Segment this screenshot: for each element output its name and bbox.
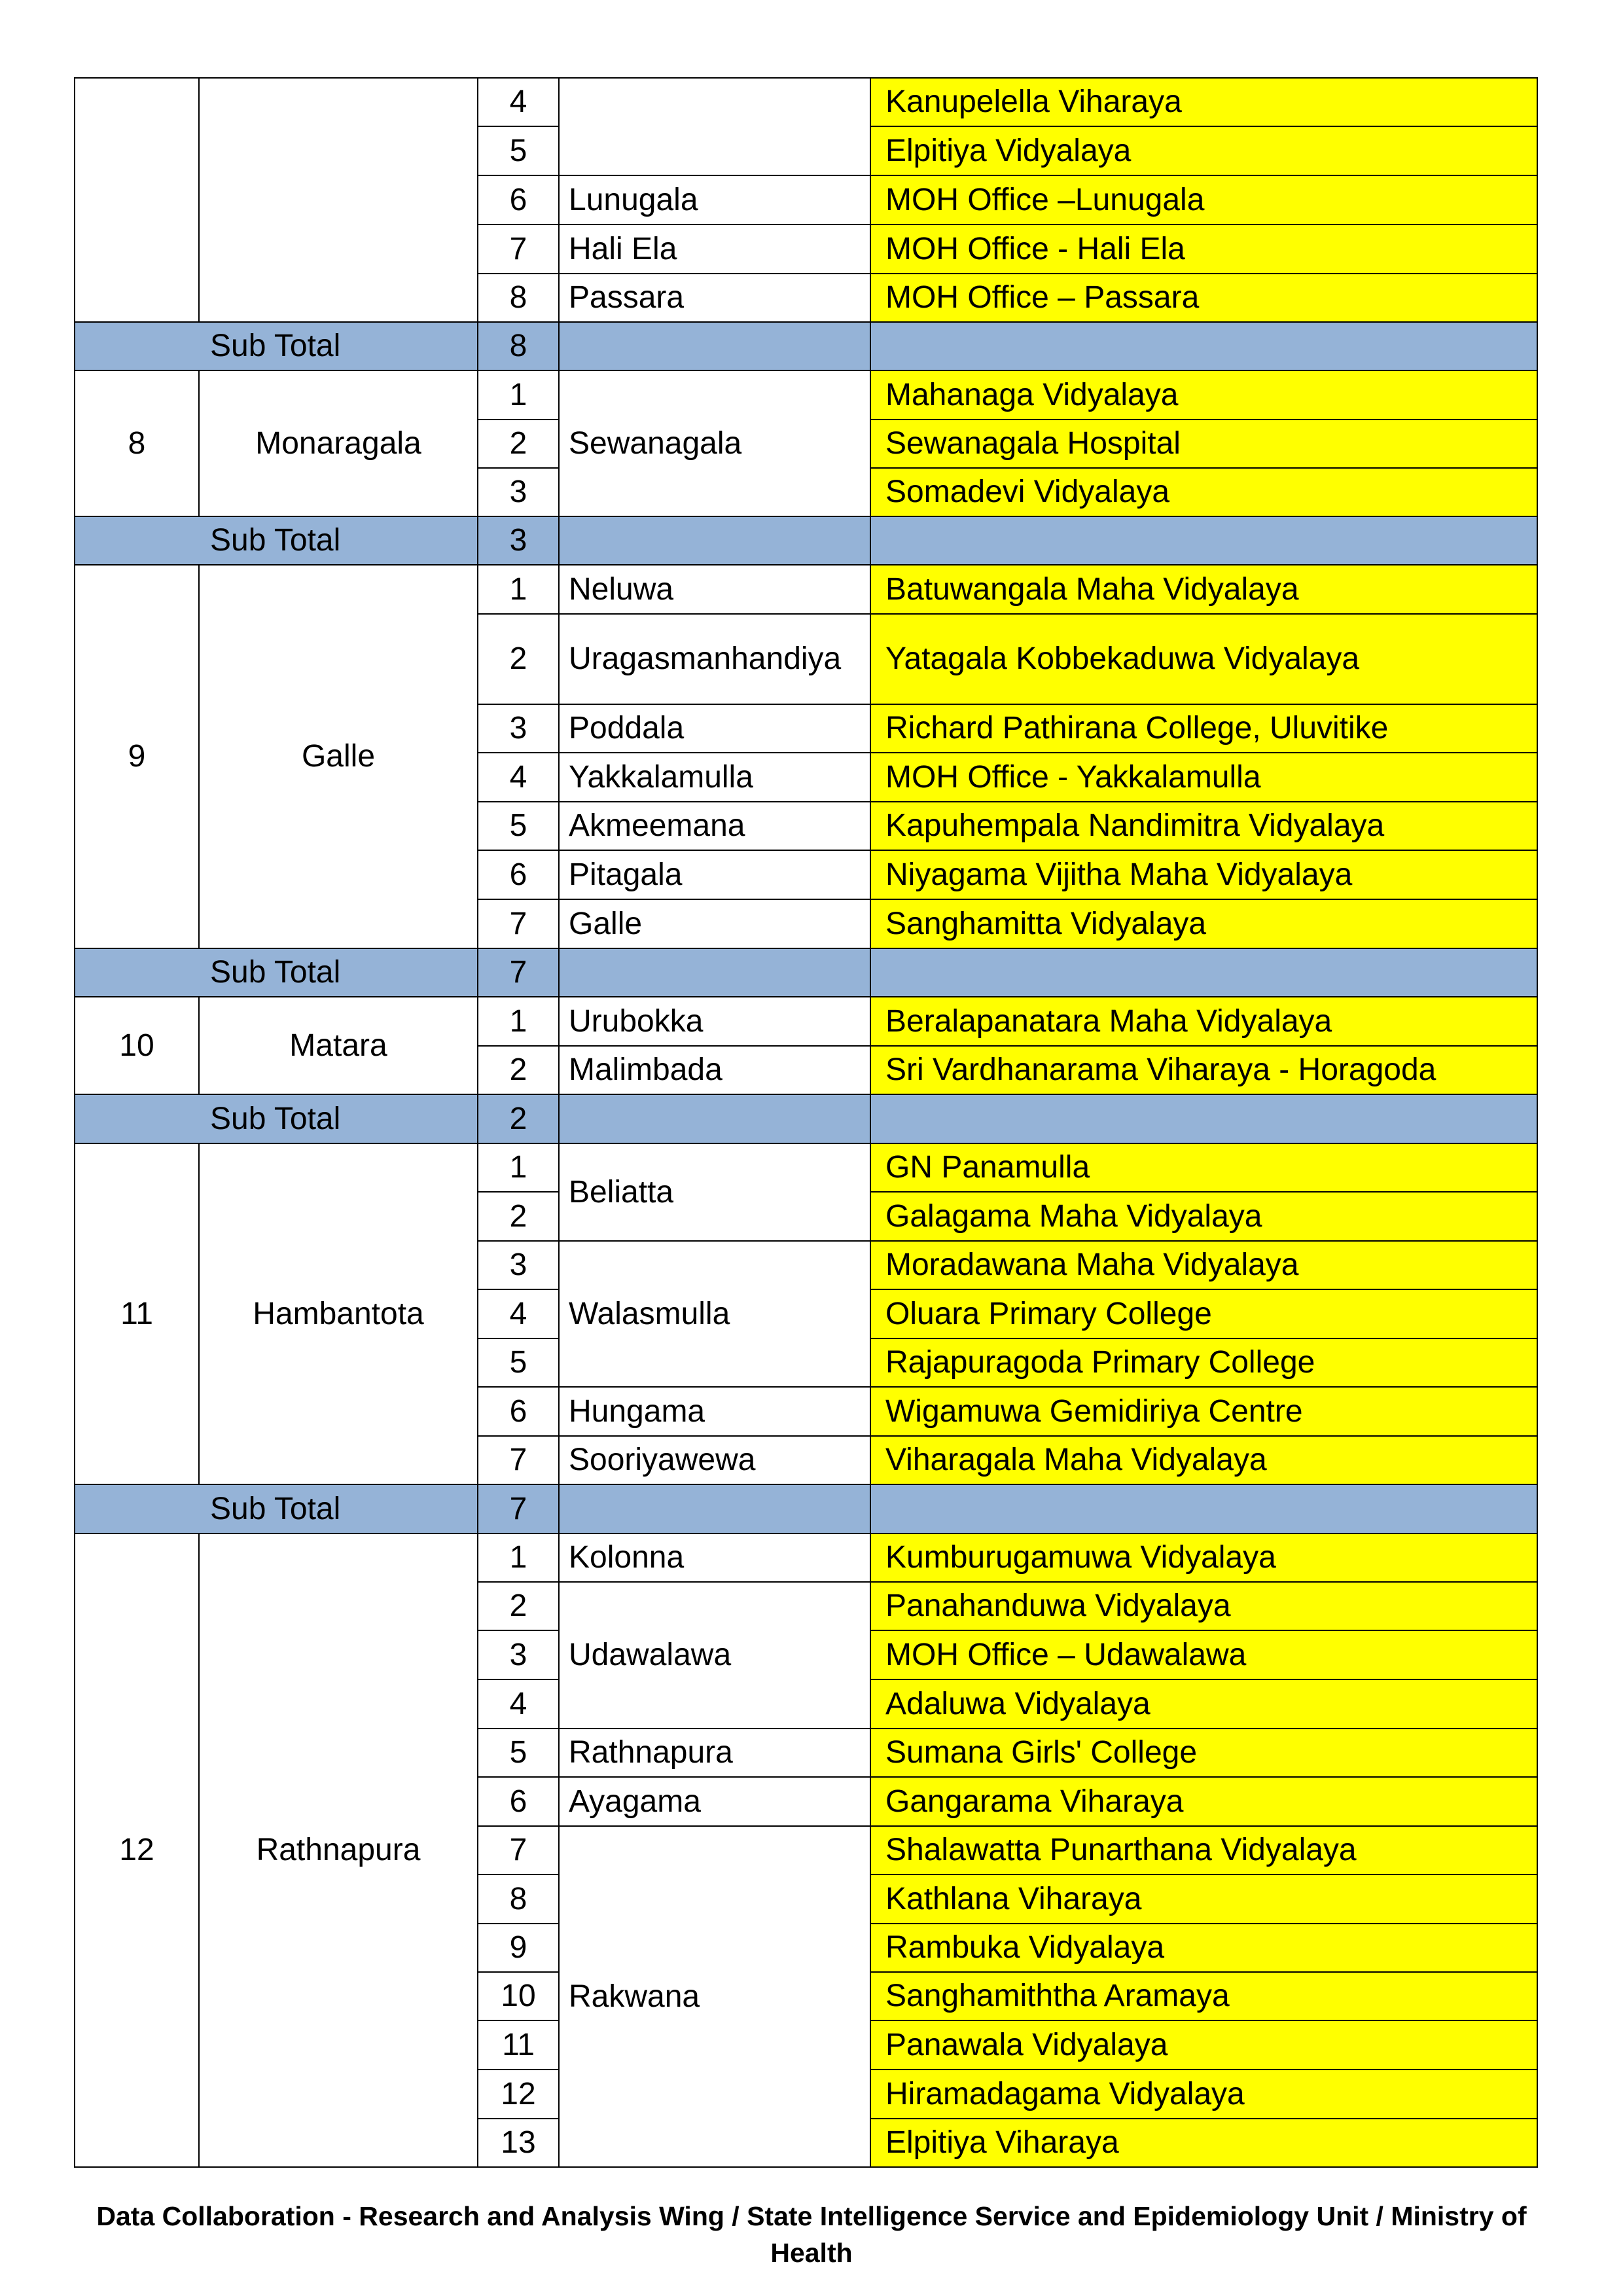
location-cell: Somadevi Vidyalaya <box>870 468 1537 516</box>
moh-area-cell: Passara <box>559 274 870 322</box>
index-cell: 1 <box>478 1143 559 1192</box>
index-cell: 4 <box>478 1289 559 1338</box>
location-cell: Viharagala Maha Vidyalaya <box>870 1436 1537 1484</box>
location-cell: MOH Office –Lunugala <box>870 175 1537 224</box>
district-number-cell <box>75 78 199 322</box>
footer-line-2: Health <box>770 2238 853 2268</box>
district-name-cell: Monaragala <box>199 370 478 516</box>
moh-area-cell: Ayagama <box>559 1777 870 1826</box>
location-cell: MOH Office – Passara <box>870 274 1537 322</box>
location-cell: Moradawana Maha Vidyalaya <box>870 1241 1537 1289</box>
subtotal-row <box>75 1484 1537 1534</box>
index-cell: 7 <box>478 1826 559 1874</box>
index-cell: 2 <box>478 420 559 468</box>
index-cell: 2 <box>478 614 559 704</box>
index-cell: 2 <box>478 1582 559 1630</box>
subtotal-empty-cell <box>559 322 870 370</box>
moh-area-cell: Malimbada <box>559 1046 870 1094</box>
district-number-cell: 10 <box>75 997 199 1094</box>
table-row <box>75 370 1537 420</box>
moh-area-cell: Beliatta <box>559 1143 870 1241</box>
subtotal-empty-cell <box>870 516 1537 565</box>
table-row <box>75 1143 1537 1192</box>
index-cell: 1 <box>478 1534 559 1582</box>
moh-area-cell: Yakkalamulla <box>559 753 870 802</box>
subtotal-empty-cell <box>870 1484 1537 1534</box>
location-cell: Wigamuwa Gemidiriya Centre <box>870 1387 1537 1436</box>
index-cell: 7 <box>478 224 559 274</box>
moh-area-cell: Uragasmanhandiya <box>559 614 870 704</box>
location-cell: Sanghamitta Vidyalaya <box>870 899 1537 948</box>
district-number-cell: 11 <box>75 1143 199 1484</box>
index-cell: 12 <box>478 2070 559 2119</box>
subtotal-empty-cell <box>559 1484 870 1534</box>
district-name-cell: Hambantota <box>199 1143 478 1484</box>
location-cell: MOH Office - Yakkalamulla <box>870 753 1537 802</box>
moh-area-cell: Rakwana <box>559 1826 870 2167</box>
location-cell: Oluara Primary College <box>870 1289 1537 1338</box>
location-cell: Galagama Maha Vidyalaya <box>870 1192 1537 1241</box>
index-cell: 10 <box>478 1972 559 2020</box>
moh-area-cell: Poddala <box>559 704 870 753</box>
moh-area-cell: Neluwa <box>559 565 870 614</box>
location-cell: Sumana Girls' College <box>870 1729 1537 1777</box>
subtotal-count: 2 <box>478 1094 559 1143</box>
index-cell: 1 <box>478 997 559 1046</box>
moh-area-cell: Walasmulla <box>559 1241 870 1387</box>
location-cell: Elpitiya Vidyalaya <box>870 126 1537 175</box>
moh-area-cell: Hali Ela <box>559 224 870 274</box>
index-cell: 6 <box>478 1387 559 1436</box>
location-cell: Panahanduwa Vidyalaya <box>870 1582 1537 1630</box>
subtotal-empty-cell <box>559 516 870 565</box>
index-cell: 11 <box>478 2020 559 2070</box>
index-cell: 6 <box>478 850 559 899</box>
location-cell: Adaluwa Vidyalaya <box>870 1679 1537 1729</box>
index-cell: 2 <box>478 1046 559 1094</box>
location-cell: MOH Office - Hali Ela <box>870 224 1537 274</box>
moh-area-cell: Sewanagala <box>559 370 870 516</box>
locations-table <box>74 77 1538 2168</box>
subtotal-row <box>75 516 1537 565</box>
index-cell: 3 <box>478 1241 559 1289</box>
moh-area-cell: Pitagala <box>559 850 870 899</box>
index-cell: 13 <box>478 2119 559 2167</box>
index-cell: 4 <box>478 78 559 126</box>
district-number-cell: 12 <box>75 1534 199 2167</box>
index-cell: 7 <box>478 899 559 948</box>
subtotal-empty-cell <box>559 948 870 997</box>
location-cell: Elpitiya Viharaya <box>870 2119 1537 2167</box>
subtotal-label: Sub Total <box>75 1484 478 1534</box>
moh-area-cell: Galle <box>559 899 870 948</box>
location-cell: Batuwangala Maha Vidyalaya <box>870 565 1537 614</box>
moh-area-cell: Udawalawa <box>559 1582 870 1729</box>
subtotal-count: 7 <box>478 1484 559 1534</box>
location-cell: Kumburugamuwa Vidyalaya <box>870 1534 1537 1582</box>
subtotal-count: 3 <box>478 516 559 565</box>
index-cell: 7 <box>478 1436 559 1484</box>
location-cell: Richard Pathirana College, Uluvitike <box>870 704 1537 753</box>
location-cell: Kapuhempala Nandimitra Vidyalaya <box>870 802 1537 850</box>
index-cell: 8 <box>478 274 559 322</box>
subtotal-empty-cell <box>870 1094 1537 1143</box>
district-name-cell: Galle <box>199 565 478 948</box>
location-cell: Sri Vardhanarama Viharaya - Horagoda <box>870 1046 1537 1094</box>
district-name-cell: Matara <box>199 997 478 1094</box>
subtotal-empty-cell <box>870 322 1537 370</box>
location-cell: Shalawatta Punarthana Vidyalaya <box>870 1826 1537 1874</box>
subtotal-empty-cell <box>559 1094 870 1143</box>
index-cell: 4 <box>478 753 559 802</box>
index-cell: 6 <box>478 1777 559 1826</box>
index-cell: 4 <box>478 1679 559 1729</box>
table-row <box>75 565 1537 614</box>
subtotal-count: 8 <box>478 322 559 370</box>
moh-area-cell: Akmeemana <box>559 802 870 850</box>
index-cell: 3 <box>478 704 559 753</box>
index-cell: 2 <box>478 1192 559 1241</box>
district-number-cell: 9 <box>75 565 199 948</box>
district-name-cell: Rathnapura <box>199 1534 478 2167</box>
location-cell: Gangarama Viharaya <box>870 1777 1537 1826</box>
location-cell: Hiramadagama Vidyalaya <box>870 2070 1537 2119</box>
footer-credit <box>79 2198 1544 2271</box>
index-cell: 5 <box>478 1729 559 1777</box>
index-cell: 9 <box>478 1924 559 1972</box>
index-cell: 3 <box>478 1630 559 1679</box>
location-cell: Beralapanatara Maha Vidyalaya <box>870 997 1537 1046</box>
moh-area-cell: Rathnapura <box>559 1729 870 1777</box>
district-number-cell: 8 <box>75 370 199 516</box>
location-cell: MOH Office – Udawalawa <box>870 1630 1537 1679</box>
moh-area-cell: Hungama <box>559 1387 870 1436</box>
moh-area-cell: Sooriyawewa <box>559 1436 870 1484</box>
subtotal-row <box>75 1094 1537 1143</box>
subtotal-row <box>75 948 1537 997</box>
location-cell: Mahanaga Vidyalaya <box>870 370 1537 420</box>
index-cell: 1 <box>478 565 559 614</box>
location-cell: Kathlana Viharaya <box>870 1874 1537 1924</box>
location-cell: Rambuka Vidyalaya <box>870 1924 1537 1972</box>
index-cell: 6 <box>478 175 559 224</box>
subtotal-label: Sub Total <box>75 948 478 997</box>
subtotal-label: Sub Total <box>75 1094 478 1143</box>
location-cell: Niyagama Vijitha Maha Vidyalaya <box>870 850 1537 899</box>
subtotal-empty-cell <box>870 948 1537 997</box>
location-cell: Yatagala Kobbekaduwa Vidyalaya <box>870 614 1537 704</box>
moh-area-cell: Lunugala <box>559 175 870 224</box>
table-row <box>75 78 1537 126</box>
location-cell: Sewanagala Hospital <box>870 420 1537 468</box>
subtotal-label: Sub Total <box>75 322 478 370</box>
moh-area-cell <box>559 78 870 175</box>
location-cell: GN Panamulla <box>870 1143 1537 1192</box>
location-cell: Rajapuragoda Primary College <box>870 1338 1537 1387</box>
location-cell: Sanghamiththa Aramaya <box>870 1972 1537 2020</box>
subtotal-label: Sub Total <box>75 516 478 565</box>
index-cell: 5 <box>478 1338 559 1387</box>
footer-line-1: Data Collaboration - Research and Analysis Wing / State Intelligence Service and Epidemiology Unit / Ministry of <box>96 2201 1527 2231</box>
index-cell: 5 <box>478 802 559 850</box>
subtotal-count: 7 <box>478 948 559 997</box>
table-row <box>75 1534 1537 1582</box>
location-cell: Kanupelella Viharaya <box>870 78 1537 126</box>
subtotal-row <box>75 322 1537 370</box>
location-cell: Panawala Vidyalaya <box>870 2020 1537 2070</box>
index-cell: 8 <box>478 1874 559 1924</box>
moh-area-cell: Urubokka <box>559 997 870 1046</box>
district-name-cell <box>199 78 478 322</box>
table-row <box>75 997 1537 1046</box>
index-cell: 3 <box>478 468 559 516</box>
moh-area-cell: Kolonna <box>559 1534 870 1582</box>
index-cell: 1 <box>478 370 559 420</box>
index-cell: 5 <box>478 126 559 175</box>
